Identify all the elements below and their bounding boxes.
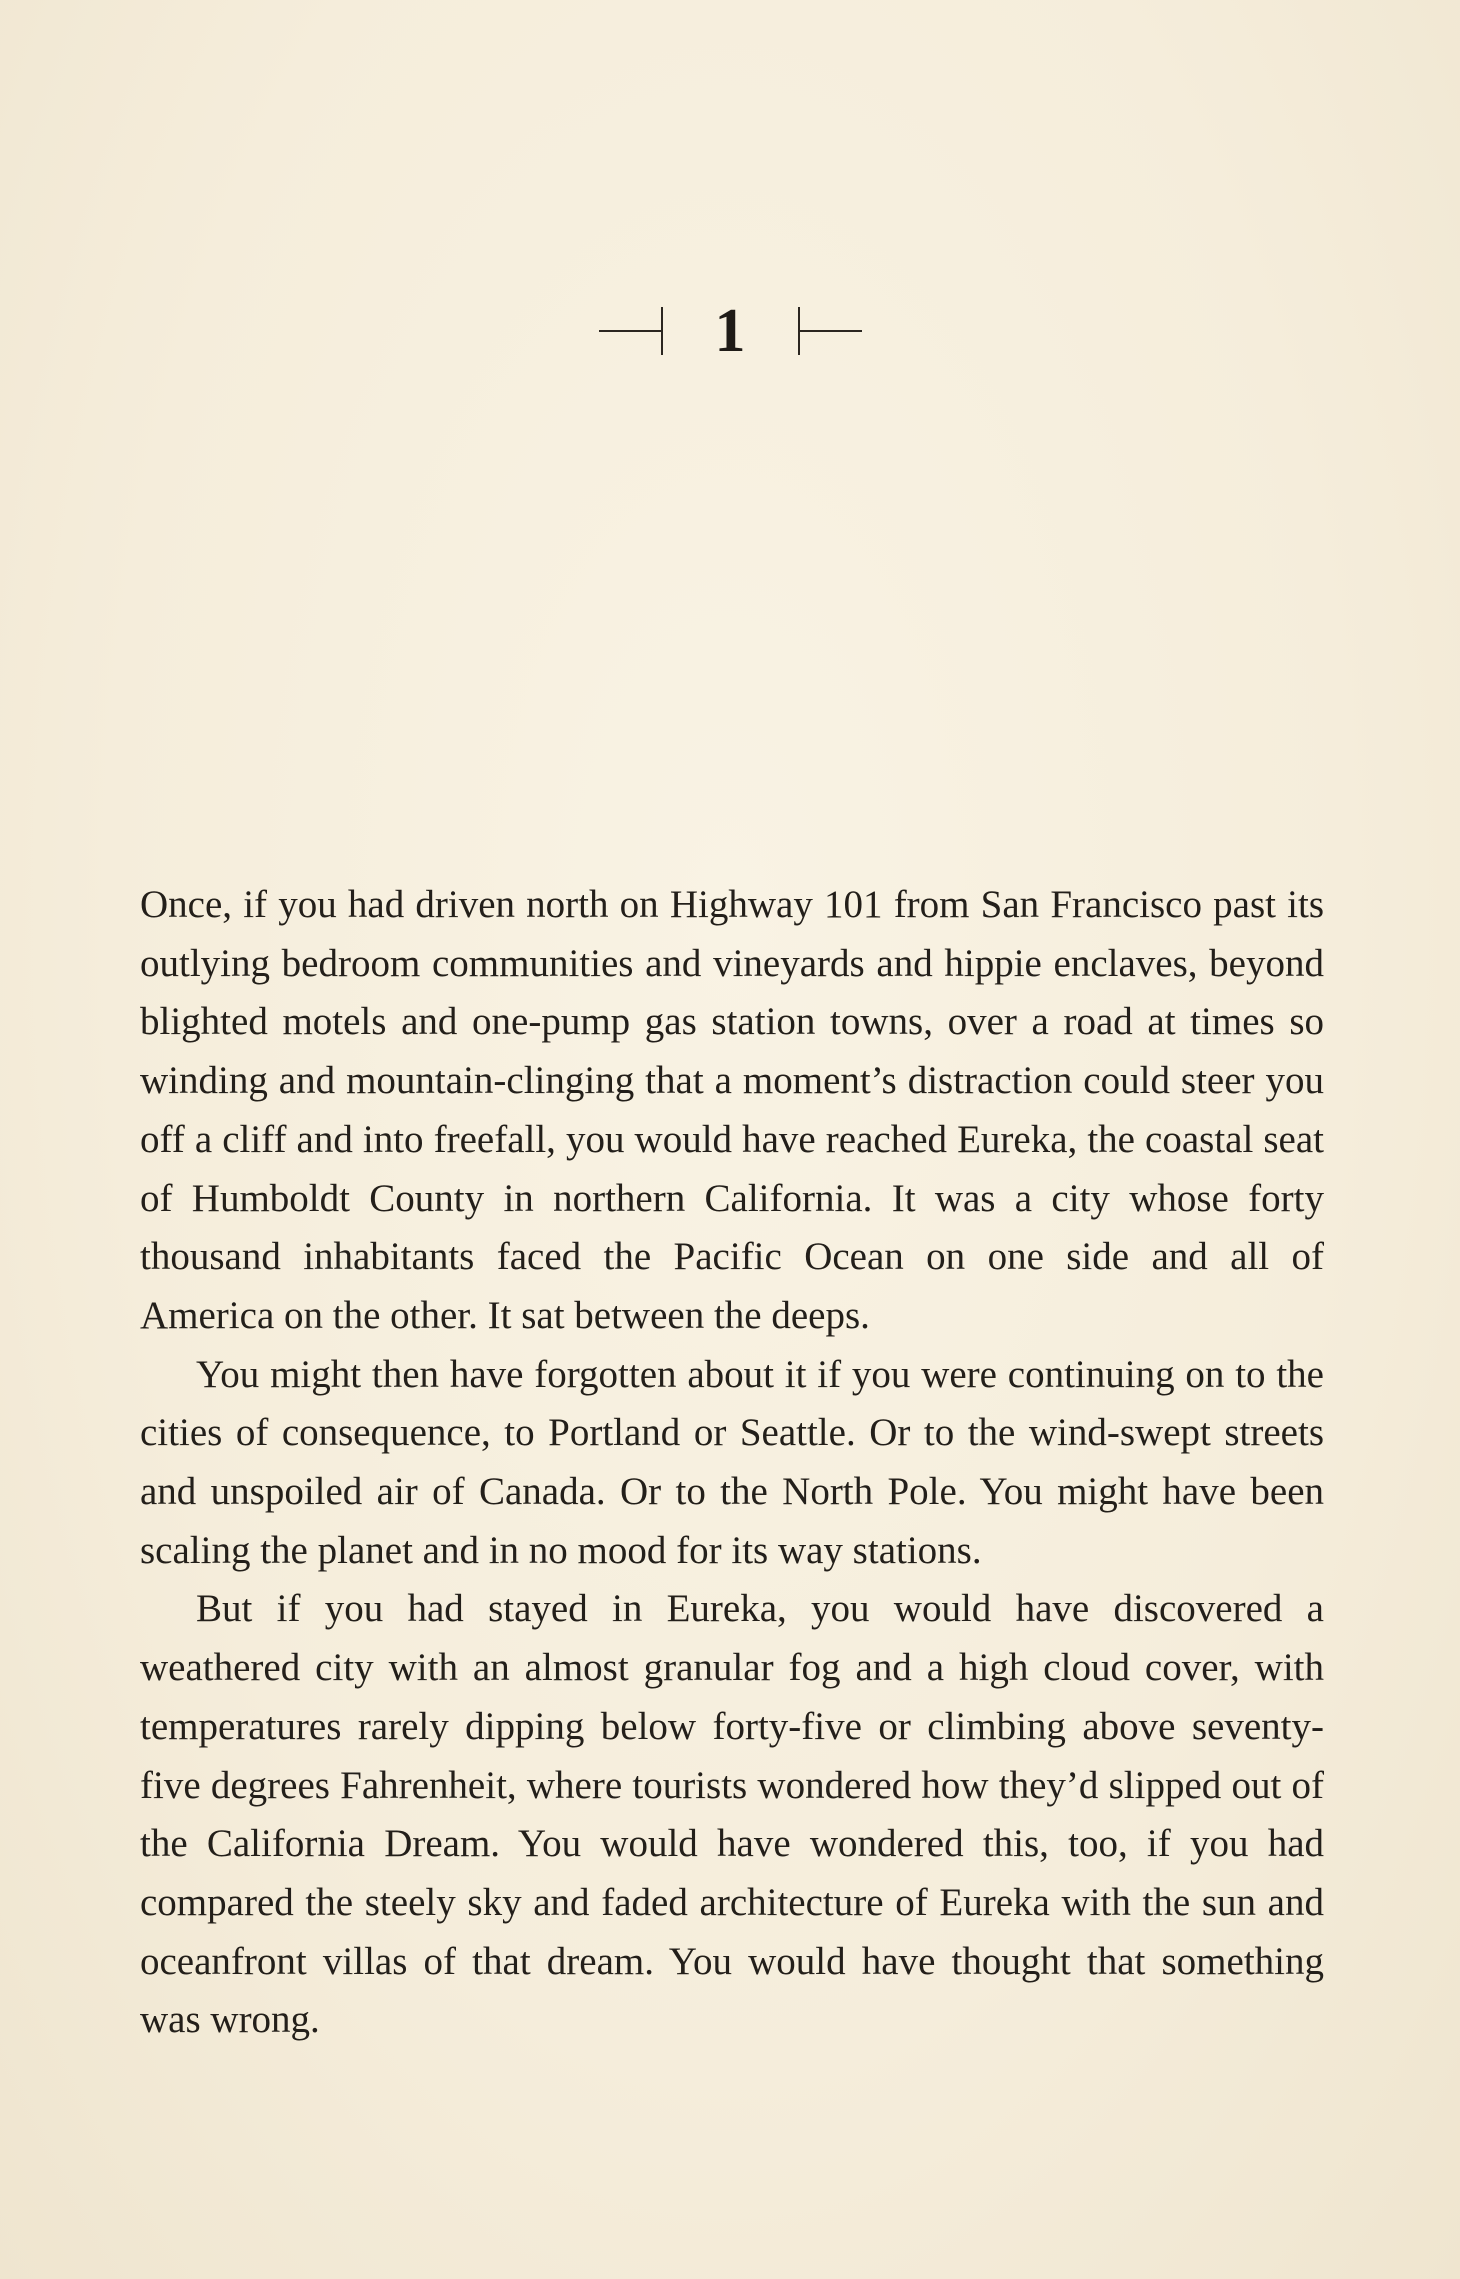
chapter-body — [140, 876, 1324, 2050]
paragraph-1: Once, if you had driven north on Highway 101 from San Francisco past its outlying bedroom communities and vineyards and hippie enclaves, beyond blighted motels and one-pump gas station towns, over a road at times so winding and mountain-clinging that a moment’s distraction could steer you off a cliff and into freefall, you would have reached Eureka, the coastal seat of Humboldt County in northern California. It was a city whose forty thousand inhabitants faced the Pacific Ocean on one side and all of America on the other. It sat between the deeps. — [140, 883, 1324, 1337]
chapter-heading — [0, 297, 1460, 365]
left-rule-ornament — [599, 307, 663, 355]
paragraph-2: You might then have forgotten about it if you were continuing on to the cities of consequence, to Portland or Seattle. Or to the wind-swept streets and unspoiled air of Canada. Or to the North Pole. You might have been scaling the planet and in no mood for its way stations. — [140, 1352, 1324, 1572]
right-rule-ornament — [798, 307, 862, 355]
chapter-number: 1 — [714, 297, 746, 365]
paragraph-3: But if you had stayed in Eureka, you would have discovered a weathered city with an almost granular fog and a high cloud cover, with temperatures rarely dipping below forty-five or climbing above seventy-five degrees Fahrenheit, where tourists wondered how they’d slipped out of the California Dream. You would have wondered this, too, if you had compared the steely sky and faded architecture of Eureka with the sun and oceanfront villas of that dream. You would have thought that something was wrong. — [140, 1587, 1324, 2042]
